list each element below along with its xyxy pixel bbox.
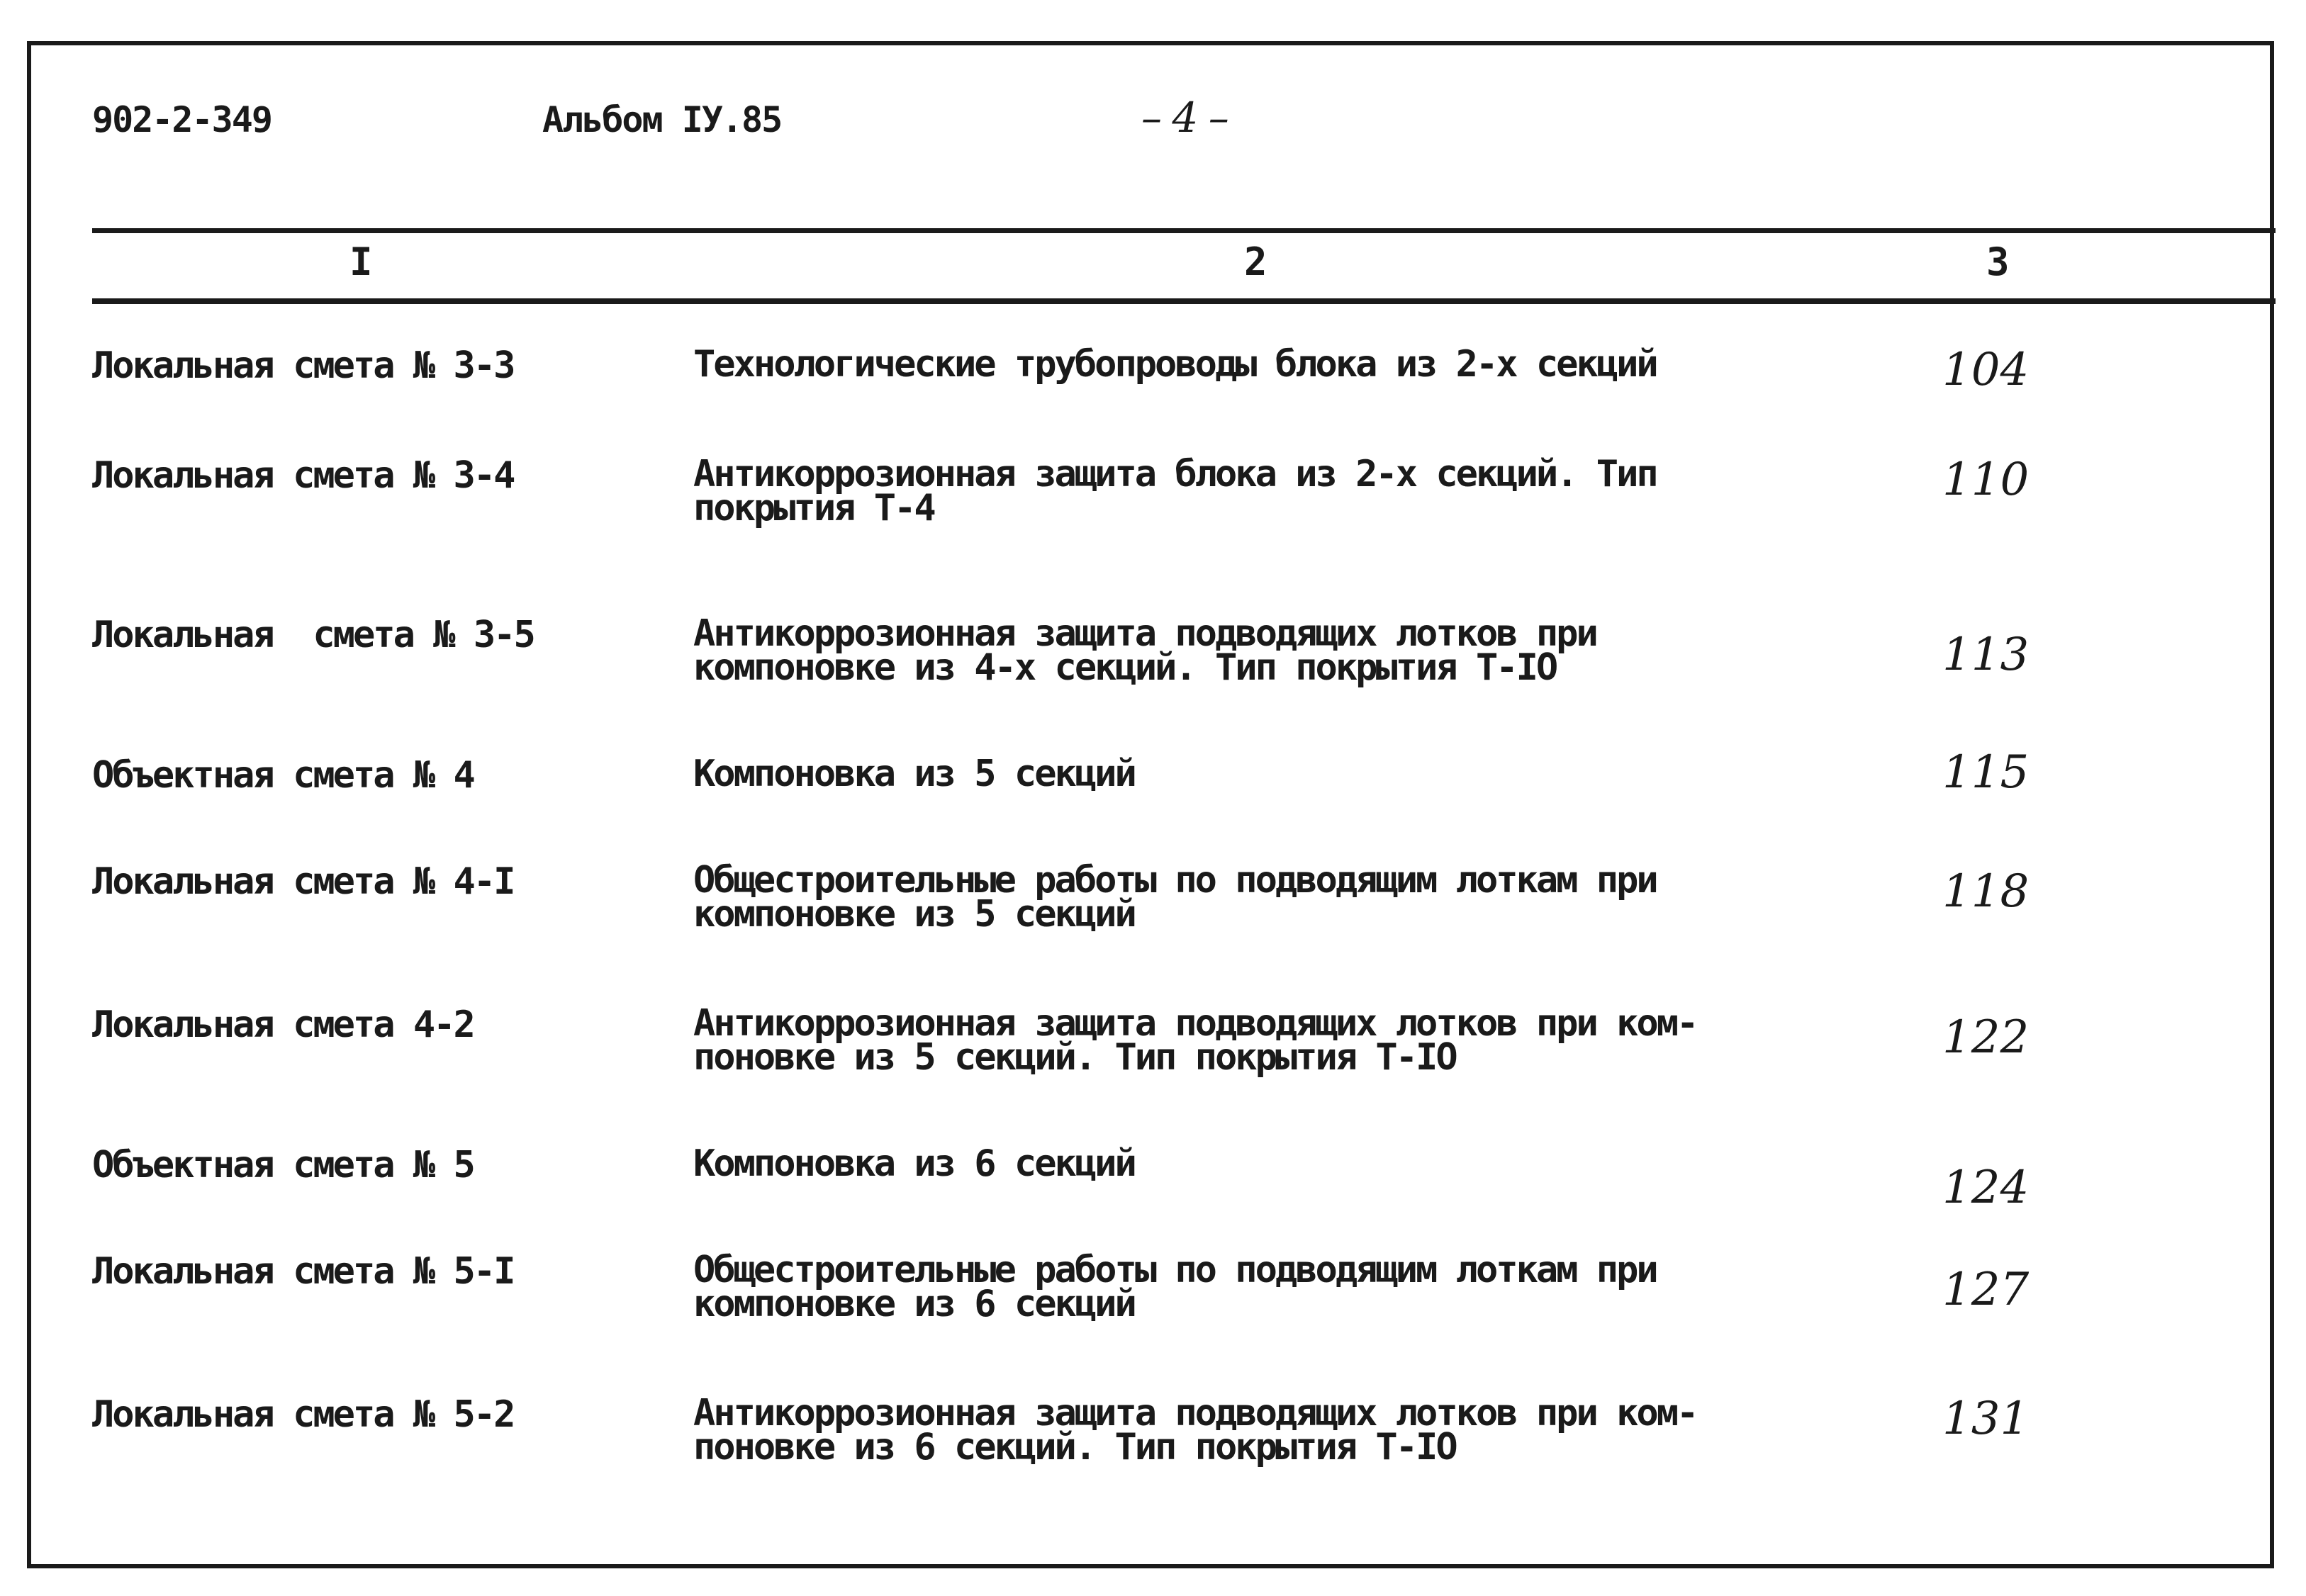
- page-number: – 4 –: [1141, 94, 1228, 142]
- column-header-2: 2: [1244, 240, 1267, 284]
- estimate-description: [693, 1249, 1799, 1325]
- table-top-rule: [92, 228, 2276, 233]
- description-line: Технологические трубопроводы блока из 2-х секций: [693, 343, 1657, 386]
- estimate-name: Локальная смета № 3-4: [92, 454, 514, 497]
- estimate-description: [693, 1142, 1799, 1185]
- estimate-description: [693, 453, 1799, 529]
- description-line: поновке из 6 секций. Тип покрытия Т-IO: [693, 1426, 1456, 1468]
- estimate-name: Локальная смета № 5-I: [92, 1250, 514, 1293]
- table-header-rule: [92, 298, 2276, 304]
- page-reference: 124: [1942, 1162, 2030, 1214]
- description-line: покрытия Т-4: [693, 487, 934, 529]
- description-line: Антикоррозионная защита блока из 2-х секций. Тип: [693, 453, 1657, 495]
- description-line: поновке из 5 секций. Тип покрытия Т-IO: [693, 1036, 1456, 1079]
- page-reference: 127: [1942, 1264, 2030, 1316]
- estimate-description: [693, 343, 1799, 386]
- estimate-description: [693, 1002, 1799, 1079]
- estimate-description: [693, 753, 1799, 795]
- estimate-name: Локальная смета № 3-5: [92, 614, 534, 656]
- estimate-name: Локальная смета № 3-3: [92, 344, 514, 387]
- column-header-1: I: [349, 240, 373, 284]
- description-line: Общестроительные работы по подводящим лоткам при: [693, 1249, 1657, 1291]
- page-reference: 122: [1942, 1011, 2030, 1064]
- estimate-name: Локальная смета № 5-2: [92, 1393, 514, 1436]
- estimate-name: Локальная смета 4-2: [92, 1004, 474, 1046]
- description-line: Антикоррозионная защита подводящих лотков при ком-: [693, 1002, 1697, 1045]
- column-header-3: 3: [1986, 240, 2010, 284]
- estimate-name: Объектная смета № 4: [92, 754, 474, 797]
- document-code: 902-2-349: [92, 99, 272, 140]
- estimate-name: Локальная смета № 4-I: [92, 860, 514, 903]
- album-label: Альбом IУ.85: [542, 99, 782, 140]
- page-reference: 131: [1942, 1393, 2030, 1445]
- description-line: компоновке из 4-х секций. Тип покрытия Т-IO: [693, 646, 1557, 689]
- page-reference: 113: [1942, 629, 2030, 681]
- page-reference: 104: [1942, 344, 2030, 396]
- description-line: Компоновка из 6 секций: [693, 1142, 1135, 1185]
- estimate-description: [693, 859, 1799, 935]
- page-reference: 110: [1942, 454, 2030, 506]
- description-line: Компоновка из 5 секций: [693, 753, 1135, 795]
- description-line: Общестроительные работы по подводящим лоткам при: [693, 859, 1657, 901]
- description-line: Антикоррозионная защита подводящих лотков при: [693, 612, 1596, 655]
- estimate-description: [693, 1392, 1799, 1468]
- description-line: Антикоррозионная защита подводящих лотков при ком-: [693, 1392, 1697, 1434]
- page-reference: 115: [1942, 746, 2030, 799]
- description-line: компоновке из 6 секций: [693, 1283, 1135, 1325]
- page-reference: 118: [1942, 865, 2030, 918]
- description-line: компоновке из 5 секций: [693, 893, 1135, 935]
- estimate-description: [693, 612, 1799, 689]
- estimate-name: Объектная смета № 5: [92, 1144, 474, 1186]
